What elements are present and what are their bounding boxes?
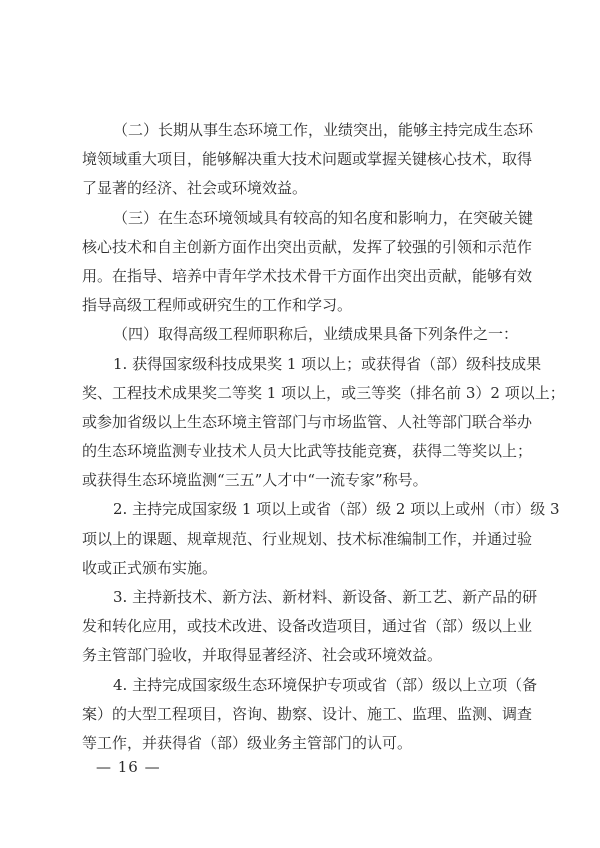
document-body <box>82 116 565 758</box>
text-line: 了显著的经济、社会或环境效益。 <box>82 179 308 198</box>
text-line: 或获得生态环境监测“三五”人才中“一流专家”称号。 <box>82 471 428 490</box>
text-line: 4. 主持完成国家级生态环境保护专项或省（部）级以上立项（备 <box>113 675 538 694</box>
text-line: 项以上的课题、规章规范、行业规划、技术标准编制工作，并通过验 <box>82 529 533 548</box>
text-line: 指导高级工程师或研究生的工作和学习。 <box>82 296 353 315</box>
paragraph <box>82 495 560 583</box>
text-line: 奖、工程技术成果奖二等奖 1 项以上，或三等奖（排名前 3）2 项以上； <box>82 383 565 402</box>
text-line: （四）取得高级工程师职称后，业绩成果具备下列条件之一： <box>113 325 519 344</box>
text-line: 务主管部门验收，并取得显著经济、社会或环境效益。 <box>82 646 443 665</box>
text-line: 案）的大型工程项目，咨询、勘察、设计、施工、监理、监测、调查 <box>82 704 533 723</box>
paragraph <box>82 583 538 671</box>
paragraph <box>82 350 565 496</box>
paragraph <box>82 320 526 349</box>
text-line: 收或正式颁布实施。 <box>82 558 218 577</box>
text-line: 1. 获得国家级科技成果奖 1 项以上；或获得省（部）级科技成果 <box>113 354 542 373</box>
paragraph <box>82 671 538 759</box>
text-line: 发和转化应用，或技术改进、设备改造项目，通过省（部）级以上业 <box>82 617 533 636</box>
text-line: 的生态环境监测专业技术人员大比武等技能竞赛，获得二等奖以上； <box>82 442 533 461</box>
text-line: 等工作，并获得省（部）级业务主管部门的认可。 <box>82 733 413 752</box>
text-line: 用。在指导、培养中青年学术技术骨干方面作出突出贡献，能够有效 <box>82 266 533 285</box>
page-number: — 16 — <box>96 758 161 776</box>
text-line: （三）在生态环境领域具有较高的知名度和影响力，在突破关键 <box>113 208 534 227</box>
paragraph <box>82 204 534 321</box>
text-line: 3. 主持新技术、新方法、新材料、新设备、新工艺、新产品的研 <box>113 588 538 606</box>
paragraph <box>82 116 534 204</box>
text-line: 核心技术和自主创新方面作出突出贡献，发挥了较强的引领和示范作 <box>82 237 533 256</box>
text-line: 或参加省级以上生态环境主管部门与市场监管、人社等部门联合举办 <box>82 412 533 431</box>
text-line: 2. 主持完成国家级 1 项以上或省（部）级 2 项以上或州（市）级 3 <box>113 500 560 519</box>
text-line: 境领域重大项目，能够解决重大技术问题或掌握关键核心技术，取得 <box>82 150 533 169</box>
text-line: （二）长期从事生态环境工作，业绩突出，能够主持完成生态环 <box>113 121 534 139</box>
